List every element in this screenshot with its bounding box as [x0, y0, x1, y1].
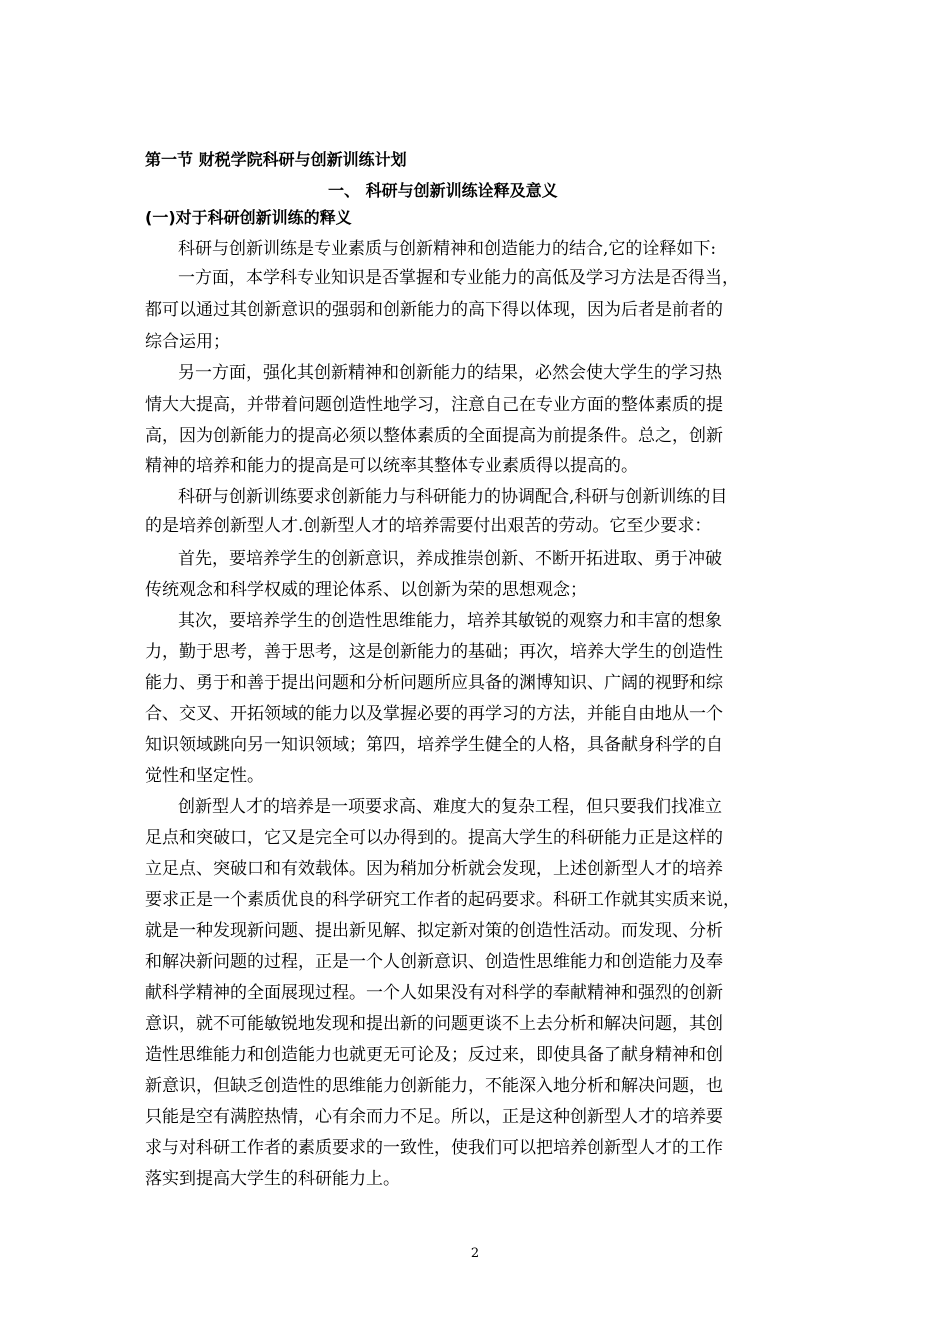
paragraph-line: 觉性和坚定性。 [145, 766, 264, 786]
paragraph-line: 新意识，但缺乏创造性的思维能力创新能力，不能深入地分析和解决问题，也 [145, 1076, 723, 1096]
section-heading: 第一节 财税学院科研与创新训练计划 [145, 150, 407, 169]
paragraph-line: 和解决新问题的过程，正是一个人创新意识、创造性思维能力和创造能力及奉 [145, 952, 723, 972]
paragraph-line: 要求正是一个素质优良的科学研究工作者的起码要求。科研工作就其实质来说， [145, 890, 740, 910]
paragraph-line: 综合运用； [145, 332, 230, 352]
paragraph-line: 能力、勇于和善于提出问题和分析问题所应具备的渊博知识、广阔的视野和综 [145, 673, 723, 693]
paragraph-line: 的是培养创新型人才.创新型人才的培养需要付出艰苦的劳动。它至少要求： [145, 516, 712, 536]
paragraph-line: 创新型人才的培养是一项要求高、难度大的复杂工程，但只要我们找准立 [178, 797, 722, 817]
paragraph-line: 知识领域跳向另一知识领域；第四，培养学生健全的人格，具备献身科学的自 [145, 735, 723, 755]
paragraph-line: 精神的培养和能力的提高是可以统率其整体专业素质得以提高的。 [145, 456, 638, 476]
paragraph-line: 都可以通过其创新意识的强弱和创新能力的高下得以体现，因为后者是前者的 [145, 300, 723, 320]
paragraph-line: 造性思维能力和创造能力也就更无可论及；反过来，即使具备了献身精神和创 [145, 1045, 723, 1065]
paragraph-line: 足点和突破口，它又是完全可以办得到的。提高大学生的科研能力正是这样的 [145, 828, 723, 848]
sub-heading: (一)对于科研创新训练的释义 [145, 208, 352, 227]
paragraph-line: 立足点、突破口和有效载体。因为稍加分析就会发现，上述创新型人才的培养 [145, 859, 723, 879]
paragraph-line: 高，因为创新能力的提高必须以整体素质的全面提高为前提条件。总之，创新 [145, 426, 723, 446]
paragraph-line: 献科学精神的全面展现过程。一个人如果没有对科学的奉献精神和强烈的创新 [145, 983, 723, 1003]
paragraph-line: 就是一种发现新问题、提出新见解、拟定新对策的创造性活动。而发现、分析 [145, 921, 723, 941]
paragraph-line: 另一方面，强化其创新精神和创新能力的结果，必然会使大学生的学习热 [178, 363, 722, 383]
paragraph-line: 落实到提高大学生的科研能力上。 [145, 1169, 400, 1189]
paragraph-line: 情大大提高，并带着问题创造性地学习，注意自己在专业方面的整体素质的提 [145, 395, 723, 415]
paragraph-line: 科研与创新训练要求创新能力与科研能力的协调配合,科研与创新训练的目 [178, 487, 728, 507]
paragraph-line: 传统观念和科学权威的理论体系、以创新为荣的思想观念； [145, 580, 587, 600]
paragraph-line: 一方面，本学科专业知识是否掌握和专业能力的高低及学习方法是否得当， [178, 268, 739, 288]
paragraph-line: 首先，要培养学生的创新意识，养成推崇创新、不断开拓进取、勇于冲破 [178, 549, 722, 569]
page-number: 2 [470, 1246, 480, 1261]
subsection-heading: 一、 科研与创新训练诠释及意义 [328, 181, 558, 200]
paragraph-line: 其次，要培养学生的创造性思维能力，培养其敏锐的观察力和丰富的想象 [178, 611, 722, 631]
paragraph-line: 只能是空有满腔热情，心有余而力不足。所以，正是这种创新型人才的培养要 [145, 1107, 723, 1127]
paragraph-line: 合、交叉、开拓领域的能力以及掌握必要的再学习的方法，并能自由地从一个 [145, 704, 723, 724]
paragraph-line: 意识，就不可能敏锐地发现和提出新的问题更谈不上去分析和解决问题，其创 [145, 1014, 723, 1034]
paragraph-line: 科研与创新训练是专业素质与创新精神和创造能力的结合,它的诠释如下: [178, 239, 717, 259]
paragraph-line: 求与对科研工作者的素质要求的一致性，使我们可以把培养创新型人才的工作 [145, 1138, 723, 1158]
paragraph-line: 力，勤于思考，善于思考，这是创新能力的基础；再次，培养大学生的创造性 [145, 642, 723, 662]
